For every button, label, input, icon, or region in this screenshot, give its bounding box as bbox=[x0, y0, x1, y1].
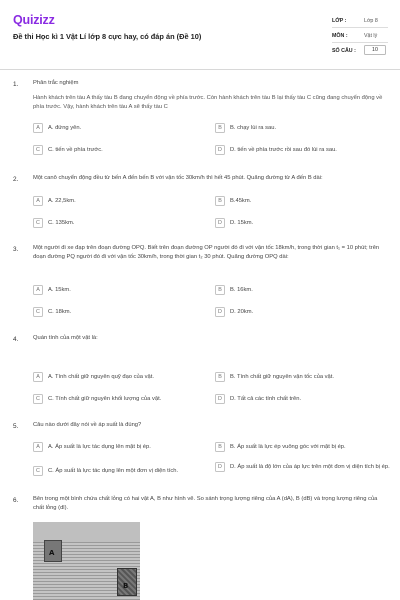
question-3-text: Một người đi xe đạp trên đoạn đường OPQ. Biết trên đoạn đường OP người đó đi với vận tốc 18km/h, trong thời gian t₁ = 10 phút; trên đoạn đường PQ người đó đi với vận tốc 30km/h, trong thời gian t₂ 30 phút. Quãng đường OPQ dài: bbox=[33, 245, 380, 260]
option-letter: D bbox=[215, 145, 225, 155]
option-letter: B bbox=[215, 285, 225, 295]
meta-grade-label: LỚP : bbox=[332, 18, 347, 24]
object-a-label: A bbox=[49, 549, 55, 557]
meta-subject-label: MÔN : bbox=[332, 33, 348, 39]
question-4-number: 4. bbox=[13, 336, 19, 343]
option-text: D. Tất cả các tính chất trên. bbox=[230, 395, 302, 402]
option-letter: C bbox=[33, 218, 43, 228]
answer-option[interactable] bbox=[215, 394, 301, 404]
answer-option[interactable] bbox=[215, 372, 334, 382]
option-text: D. 20km. bbox=[230, 308, 254, 315]
option-text: C. Tính chất giữ nguyên khối lượng của vật. bbox=[48, 395, 162, 402]
answer-option[interactable] bbox=[33, 145, 103, 155]
meta-subject-value: Vật lý bbox=[364, 33, 378, 39]
meta-count-label: SỐ CÂU : bbox=[332, 48, 356, 54]
question-1-stem: Hành khách trên tàu A thấy tàu B đang chuyển động về phía trước. Còn hành khách trên tàu B lại thấy tàu C cũng đang chuyển động về phía trước. Vậy, hành khách trên tàu A sẽ thấy tàu C bbox=[33, 95, 383, 110]
option-letter: C bbox=[33, 307, 43, 317]
question-2-text: Một canô chuyển động đều từ bến A đến bến B với vận tốc 30km/h thì hết 45 phút. Quãng đường từ A đến B dài: bbox=[33, 175, 323, 181]
object-b-label: B bbox=[123, 582, 129, 590]
answer-option[interactable] bbox=[33, 442, 151, 452]
option-letter: A bbox=[33, 196, 43, 206]
option-text: A. Áp suất là lực tác dụng lên mặt bị ép. bbox=[48, 443, 151, 450]
answer-option[interactable] bbox=[215, 307, 253, 317]
option-text: C. tiến về phía trước. bbox=[48, 146, 103, 153]
answer-option[interactable] bbox=[215, 285, 253, 295]
quizizz-logo: Quizizz bbox=[13, 13, 55, 27]
answer-option[interactable] bbox=[33, 372, 154, 382]
question-1-text bbox=[33, 79, 388, 112]
option-text: B. chạy lùi ra sau. bbox=[230, 124, 277, 131]
option-letter: A bbox=[33, 285, 43, 295]
option-text: B. Tính chất giữ nguyên vận tốc của vật. bbox=[230, 373, 334, 380]
option-text: B. 16km. bbox=[230, 286, 253, 293]
meta-grade-value: Lớp 8 bbox=[364, 18, 378, 24]
option-text: A. 22,5km. bbox=[48, 197, 76, 204]
option-letter: C bbox=[33, 394, 43, 404]
answer-option[interactable] bbox=[33, 123, 81, 133]
answer-option[interactable] bbox=[33, 285, 71, 295]
option-letter: C bbox=[33, 145, 43, 155]
option-text: B.45km. bbox=[230, 197, 252, 204]
option-text: C. 18km. bbox=[48, 308, 72, 315]
answer-option[interactable] bbox=[33, 196, 76, 206]
meta-divider bbox=[332, 27, 388, 28]
answer-option[interactable] bbox=[33, 394, 161, 404]
answer-option[interactable] bbox=[33, 466, 178, 476]
question-6-figure bbox=[33, 522, 140, 600]
option-letter: D bbox=[215, 462, 225, 472]
answer-option[interactable] bbox=[215, 462, 390, 472]
option-text: A. 15km. bbox=[48, 286, 71, 293]
header-divider bbox=[0, 69, 400, 70]
option-letter: D bbox=[215, 307, 225, 317]
option-letter: B bbox=[215, 372, 225, 382]
option-letter: B bbox=[215, 196, 225, 206]
question-5-number: 5. bbox=[13, 423, 19, 430]
answer-option[interactable] bbox=[215, 442, 346, 452]
option-text: D. 15km. bbox=[230, 219, 254, 226]
option-text: D. Áp suất là độ lớn của áp lực trên một đơn vị diện tích bị ép. bbox=[230, 463, 390, 470]
option-letter: B bbox=[215, 442, 225, 452]
option-letter: A bbox=[33, 123, 43, 133]
answer-option[interactable] bbox=[215, 123, 276, 133]
option-letter: A bbox=[33, 442, 43, 452]
question-5-text: Câu nào dưới đây nói về áp suất là đúng? bbox=[33, 422, 142, 428]
option-text: B. Áp suất là lực ép vuông góc với mặt bị ép. bbox=[230, 443, 346, 450]
question-1-heading: Phân trắc nghiệm bbox=[33, 80, 79, 86]
question-6-text: Bên trong một bình chứa chất lỏng có hai vật A, B như hình vẽ. So sánh trọng lượng riêng của A (dA), B (dB) và trọng lượng riêng của chất lỏng (dl). bbox=[33, 496, 378, 511]
option-text: D. tiến về phía trước rồi sau đó lùi ra sau. bbox=[230, 146, 337, 153]
meta-count-value: 10 bbox=[364, 45, 386, 55]
option-letter: B bbox=[215, 123, 225, 133]
answer-option[interactable] bbox=[33, 218, 74, 228]
option-letter: A bbox=[33, 372, 43, 382]
answer-option[interactable] bbox=[215, 145, 337, 155]
question-6-number: 6. bbox=[13, 497, 19, 504]
option-text: C. 135km. bbox=[48, 219, 75, 226]
question-4-text: Quán tính của một vật là: bbox=[33, 335, 98, 341]
option-letter: C bbox=[33, 466, 43, 476]
question-2-number: 2. bbox=[13, 176, 19, 183]
question-1-number: 1. bbox=[13, 81, 19, 88]
answer-option[interactable] bbox=[215, 196, 251, 206]
option-letter: D bbox=[215, 394, 225, 404]
option-letter: D bbox=[215, 218, 225, 228]
answer-option[interactable] bbox=[215, 218, 253, 228]
answer-option[interactable] bbox=[33, 307, 71, 317]
option-text: A. đứng yên. bbox=[48, 124, 82, 131]
option-text: A. Tính chất giữ nguyên quỹ đạo của vật. bbox=[48, 373, 154, 380]
option-text: C. Áp suất là lực tác dụng lên một đơn vị diện tích. bbox=[48, 467, 179, 474]
meta-divider bbox=[332, 42, 388, 43]
page-title: Đề thi Học kì 1 Vật Lí lớp 8 cực hay, có đáp án (Đề 10) bbox=[13, 32, 202, 41]
question-3-number: 3. bbox=[13, 246, 19, 253]
